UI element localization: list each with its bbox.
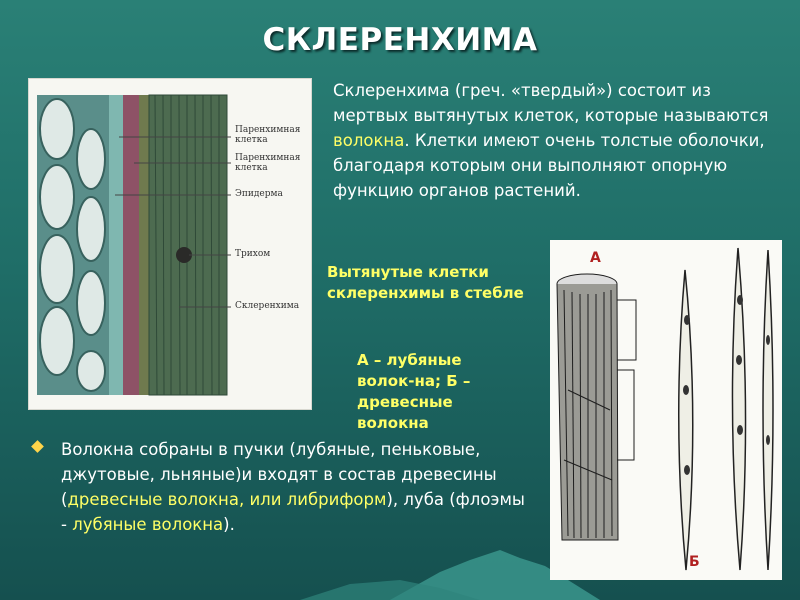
intro-text-2: . Клетки имеют очень толстые оболочки, благодаря которым они выполняют опорную функцию органов растений.	[333, 131, 765, 200]
intro-highlight-fibers: волокна	[333, 131, 405, 150]
intro-paragraph	[333, 78, 773, 203]
slide-title: СКЛЕРЕНХИМА	[262, 22, 538, 58]
diamond-bullet-icon	[31, 440, 44, 453]
bullet-text	[61, 437, 533, 537]
bullet-highlight-bast-fibers: лубяные волокна	[72, 515, 224, 534]
bullet-text-2: ), луба (флоэмы -	[61, 490, 525, 534]
label-parenchyma-1: Паренхимная клетка	[235, 125, 301, 145]
label-epidermis: Эпидерма	[235, 189, 283, 199]
bullet-text-3: ).	[223, 515, 235, 534]
fiber-label-b: Б	[689, 554, 700, 570]
fiber-label-a: А	[590, 250, 601, 266]
caption-fiber-types: А – лубяные волок-на; Б – древесные волокна	[357, 351, 471, 432]
intro-text-1: Склеренхима (греч. «твердый») состоит из мертвых вытянутых клеток, которые называются	[333, 81, 769, 125]
bullet-text-1: Волокна собраны в пучки (лубяные, пеньковые, джутовые, льняные)и входят в состав древесины (	[61, 440, 497, 509]
bullet-point	[33, 437, 533, 537]
caption-stem-cells: Вытянутые клетки склеренхимы в стебле	[327, 263, 524, 302]
stem-micrograph	[28, 78, 312, 410]
fibers-illustration	[550, 240, 782, 580]
label-trichome: Трихом	[235, 249, 271, 259]
label-parenchyma-2: Паренхимная клетка	[235, 153, 301, 173]
bullet-highlight-wood-fibers: древесные волокна, или либриформ	[67, 490, 387, 509]
label-sclerenchyma: Склеренхима	[235, 301, 300, 311]
